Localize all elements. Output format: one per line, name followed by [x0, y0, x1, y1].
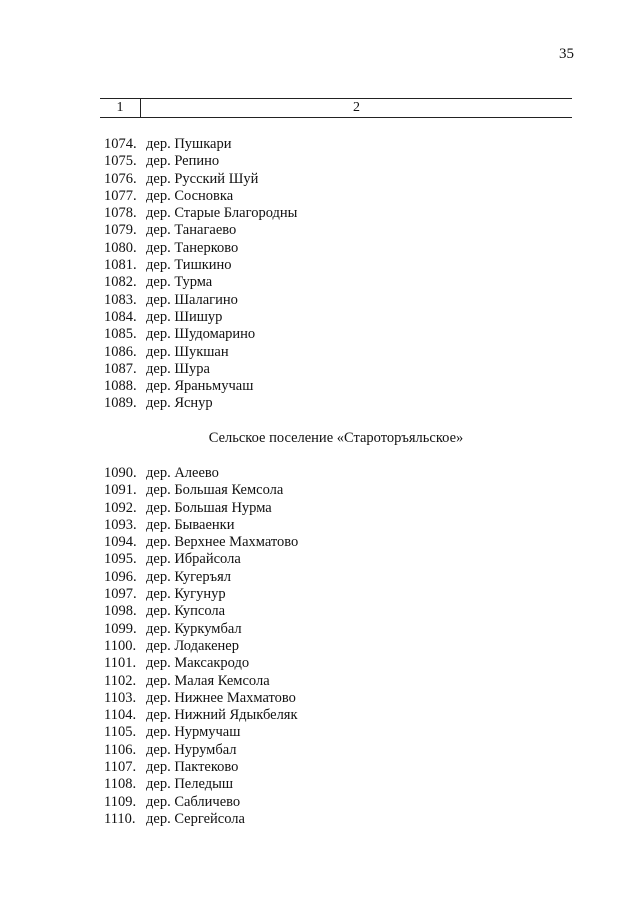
list-item-name: дер. Алеево [146, 465, 219, 481]
list-item-number: 1092. [104, 499, 137, 516]
list-item [104, 257, 297, 274]
list-item-number: 1110. [104, 810, 136, 827]
list-item-name: дер. Большая Кемсола [146, 482, 284, 499]
list-item-number: 1078. [104, 205, 137, 222]
list-item-name: дер. Лодакенер [146, 637, 239, 654]
list-item-number: 1077. [104, 187, 137, 204]
list-item-number: 1089. [104, 395, 137, 412]
list-item-name: дер. Кугунур [146, 586, 226, 603]
settlement-list-2 [104, 465, 298, 828]
list-item-number: 1083. [104, 291, 137, 308]
list-item-name: дер. Бываенки [146, 516, 235, 533]
list-item-name: дер. Яснур [146, 395, 213, 412]
list-item [104, 309, 297, 326]
list-item [104, 222, 297, 239]
list-item-name: дер. Сабличево [146, 793, 241, 810]
list-item-name: дер. Нижний Ядыкбеляк [146, 707, 298, 724]
list-item-number: 1081. [104, 257, 137, 274]
list-item [104, 205, 297, 222]
list-item-name: дер. Сосновка [146, 187, 234, 204]
list-item-number: 1082. [104, 274, 137, 291]
list-item [104, 690, 298, 707]
list-item-number: 1090. [104, 465, 137, 481]
table-header [100, 98, 572, 118]
list-item [104, 742, 298, 759]
list-item-name: дер. Старые Благородны [146, 205, 298, 222]
list-item-number: 1085. [104, 326, 137, 343]
list-item-name: дер. Танерково [146, 239, 239, 256]
list-item-name: дер. Максакродо [146, 655, 250, 672]
list-item [104, 569, 298, 586]
list-item [104, 482, 298, 499]
table-header-col-1: 1 [100, 99, 141, 117]
list-item [104, 811, 298, 828]
list-item-name: дер. Яраньмучаш [146, 378, 254, 395]
list-item [104, 794, 298, 811]
list-item [104, 274, 297, 291]
list-item [104, 326, 297, 343]
list-item [104, 465, 298, 482]
list-item-name: дер. Русский Шуй [146, 170, 259, 187]
table-header-col-2: 2 [353, 100, 360, 115]
list-item-number: 1074. [104, 136, 137, 152]
list-item [104, 707, 298, 724]
list-item-number: 1106. [104, 741, 137, 758]
list-item-number: 1087. [104, 360, 137, 377]
list-item-name: дер. Большая Нурма [146, 499, 272, 516]
list-item-number: 1100. [104, 637, 137, 654]
list-item [104, 724, 298, 741]
list-item [104, 344, 297, 361]
list-item [104, 361, 297, 378]
list-item-number: 1091. [104, 482, 137, 499]
list-item-name: дер. Репино [146, 153, 220, 170]
list-item [104, 603, 298, 620]
list-item [104, 638, 298, 655]
section-title: Сельское поселение «Староторъяльское» [208, 430, 464, 446]
list-item-name: дер. Нурумбал [146, 741, 237, 758]
list-item [104, 534, 298, 551]
list-item-name: дер. Кугеръял [146, 568, 231, 585]
list-item-name: дер. Пушкари [146, 136, 232, 152]
list-item-number: 1088. [104, 378, 137, 395]
list-item-number: 1105. [104, 724, 137, 741]
list-item-name: дер. Пеледыш [146, 776, 233, 793]
list-item-number: 1093. [104, 516, 137, 533]
settlement-list-1 [104, 136, 297, 413]
list-item [104, 586, 298, 603]
list-item-name: дер. Тишкино [146, 257, 232, 274]
list-item-number: 1102. [104, 672, 137, 689]
page-number: 35 [559, 46, 574, 62]
list-item-number: 1101. [104, 655, 137, 672]
list-item-name: дер. Шура [146, 360, 210, 377]
list-item-number: 1097. [104, 586, 137, 603]
list-item [104, 240, 297, 257]
list-item-number: 1107. [104, 759, 137, 776]
list-item [104, 551, 298, 568]
list-item-name: дер. Ибрайсола [146, 551, 241, 568]
list-item-name: дер. Шишур [146, 308, 223, 325]
list-item-number: 1098. [104, 603, 137, 620]
list-item-number: 1096. [104, 568, 137, 585]
list-item-name: дер. Шалагино [146, 291, 238, 308]
list-item [104, 673, 298, 690]
list-item-number: 1079. [104, 222, 137, 239]
list-item-name: дер. Пактеково [146, 759, 239, 776]
list-item [104, 517, 298, 534]
list-item [104, 378, 297, 395]
list-item-number: 1099. [104, 620, 137, 637]
list-item-name: дер. Верхнее Махматово [146, 534, 299, 551]
list-item-name: дер. Шукшан [146, 343, 229, 360]
list-item-number: 1103. [104, 689, 137, 706]
list-item-name: дер. Сергейсола [146, 810, 245, 827]
list-item-name: дер. Турма [146, 274, 213, 291]
list-item-name: дер. Нижнее Махматово [146, 689, 296, 706]
list-item [104, 395, 297, 412]
list-item [104, 153, 297, 170]
list-item-number: 1076. [104, 170, 137, 187]
list-item-name: дер. Шудомарино [146, 326, 256, 343]
list-item [104, 171, 297, 188]
list-item-number: 1104. [104, 707, 137, 724]
list-item [104, 188, 297, 205]
list-item-number: 1094. [104, 534, 137, 551]
list-item [104, 655, 298, 672]
list-item-number: 1080. [104, 239, 137, 256]
list-item [104, 621, 298, 638]
list-item-number: 1086. [104, 343, 137, 360]
list-item-name: дер. Нурмучаш [146, 724, 241, 741]
list-item-number: 1075. [104, 153, 137, 170]
list-item-name: дер. Купсола [146, 603, 226, 620]
list-item-number: 1095. [104, 551, 137, 568]
list-item [104, 759, 298, 776]
list-item [104, 292, 297, 309]
list-item-number: 1084. [104, 308, 137, 325]
list-item [104, 500, 298, 517]
list-item-name: дер. Куркумбал [146, 620, 242, 637]
list-item-number: 1109. [104, 793, 137, 810]
list-item-number: 1108. [104, 776, 137, 793]
list-item-name: дер. Танагаево [146, 222, 237, 239]
list-item-name: дер. Малая Кемсола [146, 672, 270, 689]
list-item [104, 776, 298, 793]
list-item [104, 136, 297, 153]
